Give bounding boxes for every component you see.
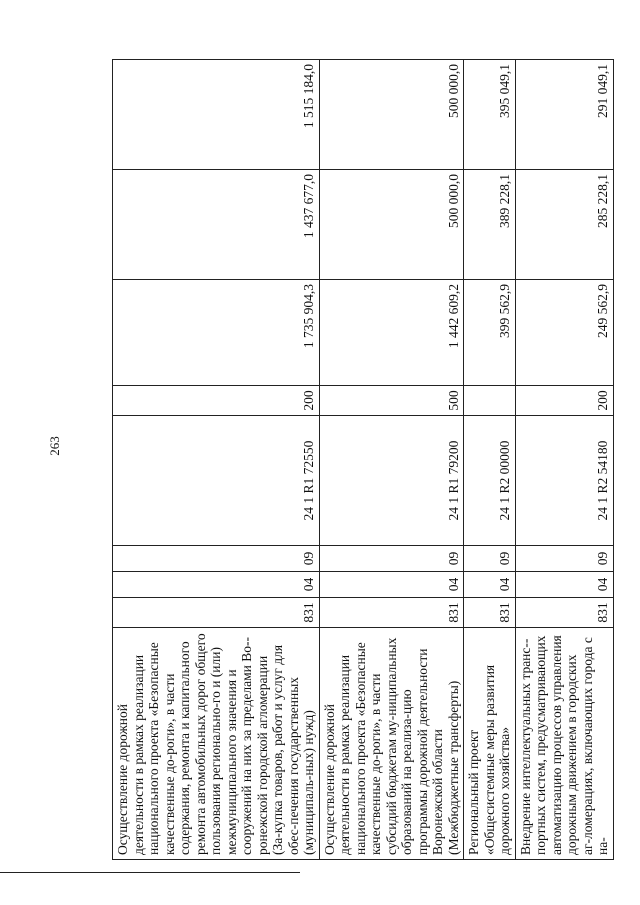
row-gr: 831	[515, 598, 613, 628]
row-year2: 285 228,1	[515, 170, 613, 280]
row-year3: 395 049,1	[464, 60, 516, 170]
row-csr: 24 1 R2 54180	[515, 416, 613, 546]
row-year2: 1 437 677,0	[113, 170, 320, 280]
table-row	[319, 60, 464, 860]
row-year1: 1 442 609,2	[319, 280, 464, 386]
budget-table	[112, 59, 614, 860]
row-gr: 831	[464, 598, 516, 628]
row-gr: 831	[319, 598, 464, 628]
table-row	[464, 60, 516, 860]
row-year3: 1 515 184,0	[113, 60, 320, 170]
page-number: 263	[47, 436, 62, 456]
table-row	[113, 60, 320, 860]
row-csr: 24 1 R1 72550	[113, 416, 320, 546]
row-pr: 09	[464, 546, 516, 572]
row-name: Региональный проект «Общесистемные меры развития дорожного хозяйства»	[464, 628, 516, 860]
row-name: Внедрение интеллектуальных транс-портных систем, предусматривающих автоматизацию процессов управления дорожным движением в городских аг-ломерациях, включающих города с на-	[515, 628, 613, 860]
row-year1: 249 562,9	[515, 280, 613, 386]
row-pr: 09	[319, 546, 464, 572]
row-vr	[464, 386, 516, 416]
row-year1: 399 562,9	[464, 280, 516, 386]
row-year2: 500 000,0	[319, 170, 464, 280]
row-name: Осуществление дорожной деятельности в рамках реализации национального проекта «Безопасные качественные до-роги», в части субсидий бюджетам му-ниципальных образований на реализа-цию программы дорожной деятельности Воронежской области (Межбюджетные трансферты)	[319, 628, 464, 860]
row-vr: 500	[319, 386, 464, 416]
row-vr: 200	[113, 386, 320, 416]
row-rz: 04	[319, 572, 464, 598]
table-row	[515, 60, 613, 860]
page-divider	[0, 872, 300, 873]
row-year3: 291 049,1	[515, 60, 613, 170]
budget-table-wrapper	[112, 60, 610, 860]
row-csr: 24 1 R2 00000	[464, 416, 516, 546]
row-csr: 24 1 R1 79200	[319, 416, 464, 546]
row-year2: 389 228,1	[464, 170, 516, 280]
row-gr: 831	[113, 598, 320, 628]
row-pr: 09	[515, 546, 613, 572]
row-rz: 04	[464, 572, 516, 598]
row-year1: 1 735 904,3	[113, 280, 320, 386]
row-pr: 09	[113, 546, 320, 572]
row-vr: 200	[515, 386, 613, 416]
row-year3: 500 000,0	[319, 60, 464, 170]
row-name: Осуществление дорожной деятельности в рамках реализации национального проекта «Безопасные качественные до-роги», в части содержания, ремонта и капитального ремонта автомобильных дорог общего пользования регионально-го и (или) межмуниципального значения и сооружений на них за пределами Во-ронежской городской агломерации (За-купка товаров, работ и услуг для обес-печения государственных (муниципаль-ных) нужд)	[113, 628, 320, 860]
row-rz: 04	[113, 572, 320, 598]
row-rz: 04	[515, 572, 613, 598]
